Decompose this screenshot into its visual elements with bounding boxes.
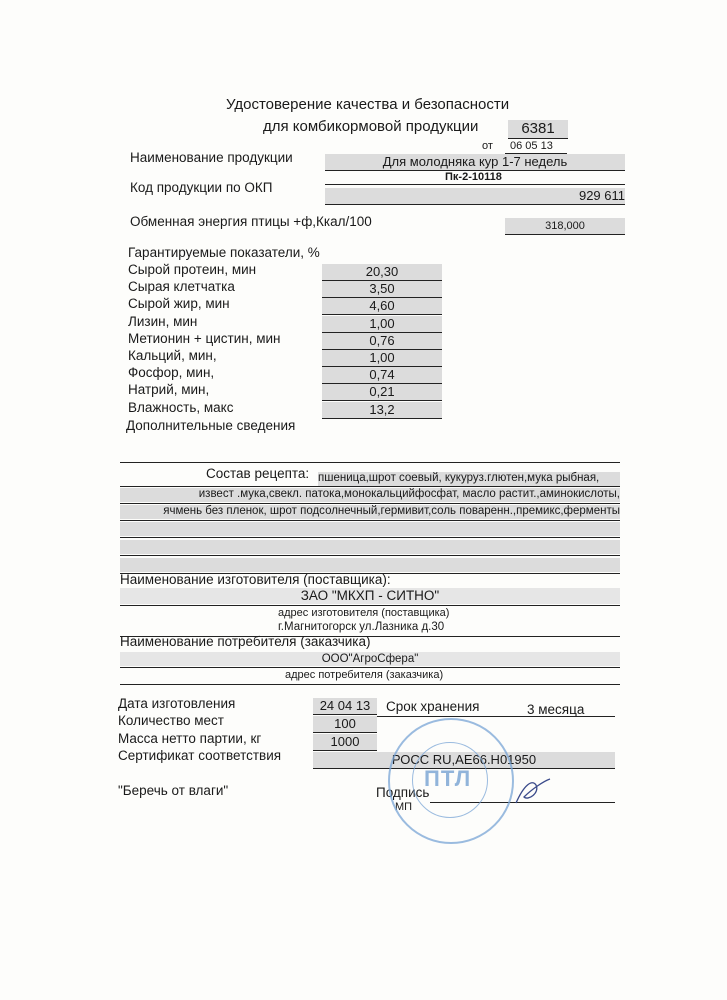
document-title: Удостоверение качества и безопасности — [226, 96, 510, 113]
extra-info-label: Дополнительные сведения — [126, 418, 296, 433]
places-value: 100 — [313, 716, 377, 733]
product-name-value: Для молодняка кур 1-7 недель — [325, 154, 625, 171]
indicator-value: 20,30 — [322, 264, 442, 281]
signature-label: Подпись — [376, 785, 430, 800]
mass-label: Масса нетто партии, кг — [118, 731, 262, 746]
indicators-heading: Гарантируемые показатели, % — [128, 245, 320, 260]
certificate-number: 6381 — [508, 120, 568, 139]
places-label: Количество мест — [118, 713, 224, 728]
mfg-date-value: 24 04 13 — [313, 698, 377, 715]
stamp-text: ПТЛ — [424, 766, 472, 791]
issue-date: 06 05 13 — [510, 140, 553, 152]
mass-value: 1000 — [313, 734, 377, 751]
recipe-line: ячмень без пленок, шрот подсолнечный,гермивит,соль поваренн.,премикс,ферменты — [120, 505, 620, 519]
manufacturer-address-caption: адрес изготовителя (поставщика) — [278, 607, 450, 619]
indicator-label: Кальций, мин, — [128, 348, 217, 363]
shelf-life-label: Срок хранения — [386, 699, 480, 714]
indicator-value: 0,76 — [322, 333, 442, 350]
manufacturer-label: Наименование изготовителя (поставщика): — [120, 572, 391, 587]
indicator-value: 3,50 — [322, 281, 442, 298]
energy-value: 318,000 — [505, 218, 625, 235]
recipe-line: пшеница,шрот соевый, кукуруз.глютен,мука рыбная, — [318, 472, 620, 486]
okp-value: 929 611 — [325, 188, 625, 205]
consumer-label: Наименование потребителя (заказчика) — [120, 634, 371, 649]
indicator-value: 1,00 — [322, 316, 442, 333]
product-code-short: Пк-2-10118 — [445, 171, 502, 183]
indicator-value: 4,60 — [322, 298, 442, 315]
okp-label: Код продукции по ОКП — [130, 180, 273, 195]
certificate-label: Сертификат соответствия — [118, 748, 282, 763]
document-subtitle: для комбикормовой продукции — [263, 118, 479, 135]
energy-label: Обменная энергия птицы +ф,Ккал/100 — [130, 214, 372, 229]
indicator-value: 0,74 — [322, 367, 442, 384]
indicator-label: Сырой жир, мин — [128, 296, 230, 311]
shelf-life-value: 3 месяца — [527, 702, 585, 717]
indicator-label: Сырая клетчатка — [128, 279, 235, 294]
consumer-address-caption: адрес потребителя (заказчика) — [285, 669, 444, 681]
certificate-value: РОСС RU,АЕ66.Н01950 — [313, 752, 615, 769]
indicator-label: Влажность, макс — [128, 400, 234, 415]
indicator-label: Метионин + цистин, мин — [128, 331, 281, 346]
mp-label: МП — [395, 801, 413, 813]
indicator-label: Натрий, мин, — [128, 382, 210, 397]
indicator-label: Лизин, мин — [128, 314, 198, 329]
indicator-value: 0,21 — [322, 384, 442, 401]
manufacturer-address: г.Магнитогорск ул.Лазника д.30 — [278, 621, 445, 633]
indicator-value: 1,00 — [322, 350, 442, 367]
indicator-label: Сырой протеин, мин — [128, 262, 257, 277]
indicator-value: 13,2 — [322, 402, 442, 419]
manufacturer-name: ЗАО "МКХП - СИТНО" — [120, 588, 620, 604]
date-prefix: от — [482, 140, 493, 152]
indicator-label: Фосфор, мин, — [128, 365, 215, 380]
consumer-name: ООО"АгроСфера" — [120, 652, 620, 666]
stamp-seal — [388, 718, 514, 844]
recipe-label: Состав рецепта: — [206, 466, 310, 481]
signature-mark — [510, 775, 555, 810]
mfg-date-label: Дата изготовления — [118, 696, 236, 711]
keep-dry-note: "Беречь от влаги" — [118, 783, 229, 798]
recipe-line: извест .мука,свекл. патока,монокальцийфосфат, масло растит.,аминокислоты, — [120, 488, 620, 502]
product-name-label: Наименование продукции — [130, 150, 293, 165]
